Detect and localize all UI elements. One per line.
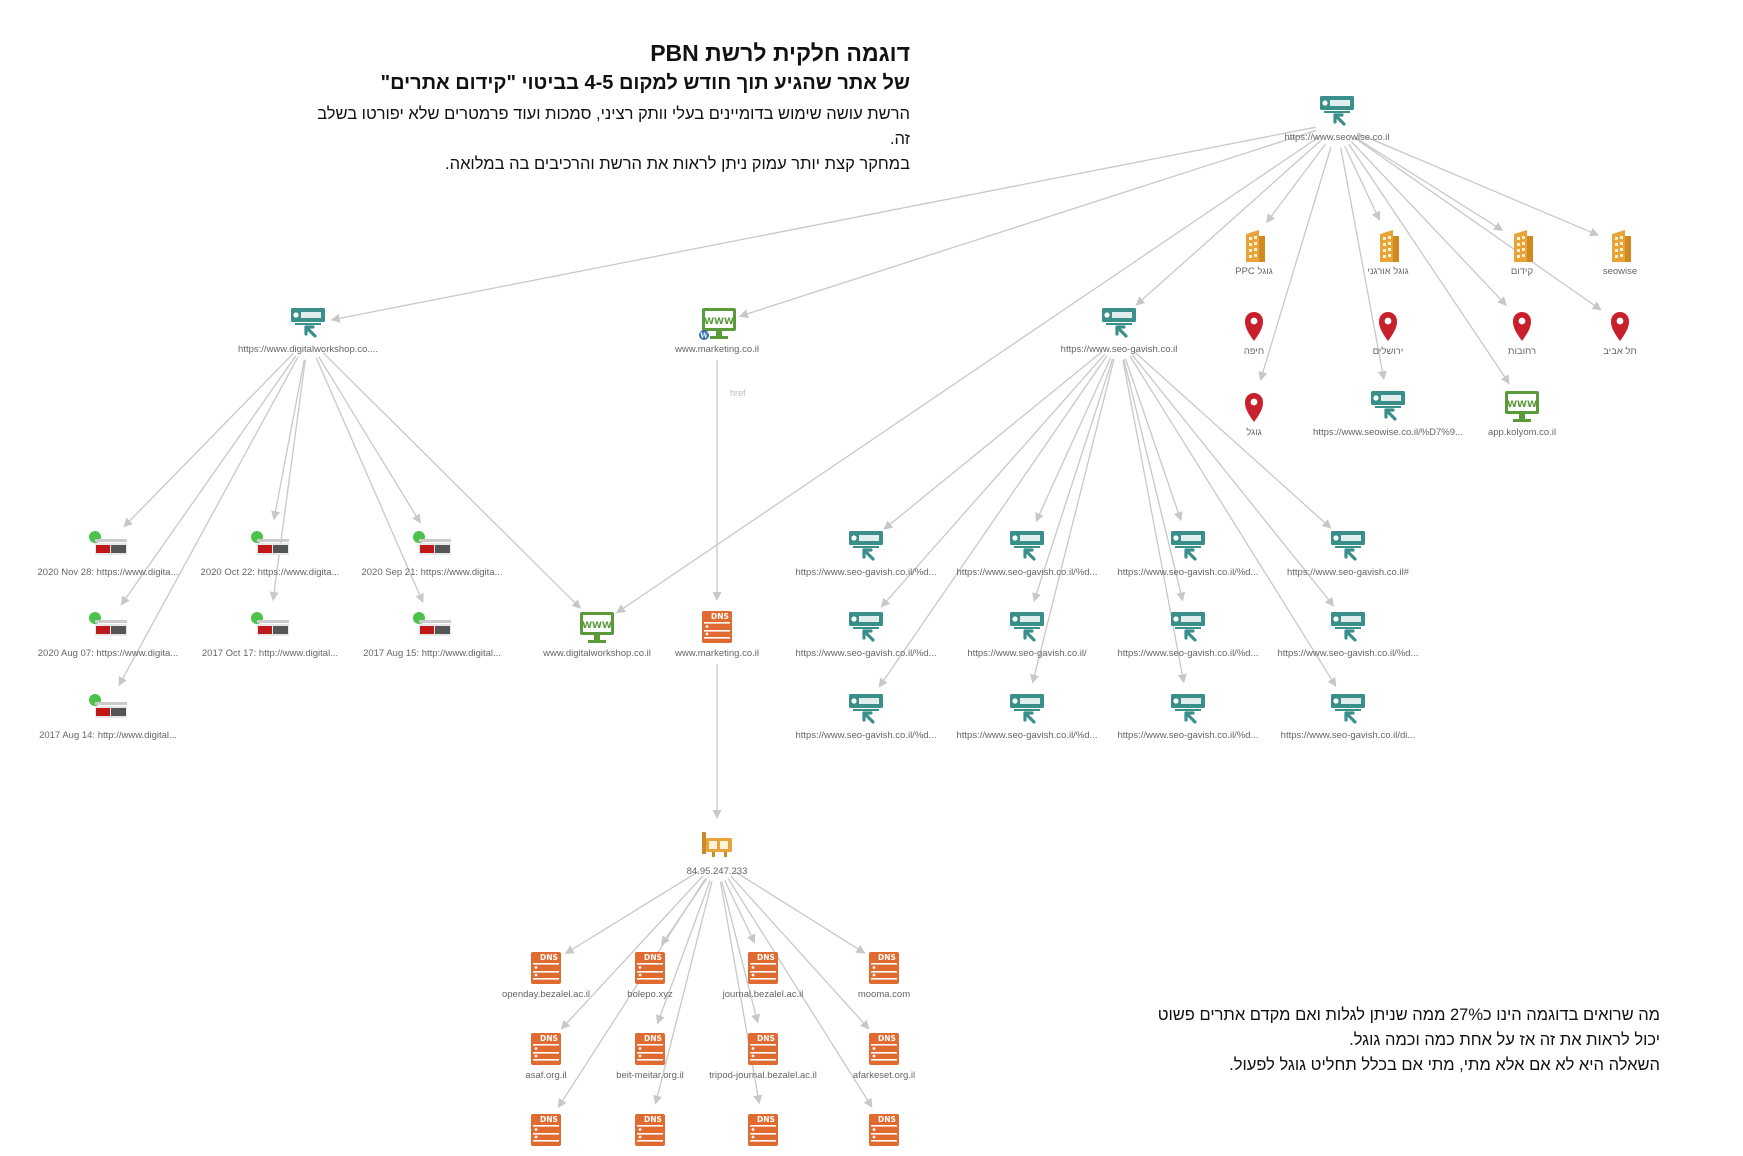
dns-icon — [865, 1113, 903, 1147]
https-icon — [1100, 306, 1138, 340]
https-icon — [847, 610, 885, 644]
svg-text:DNS: DNS — [878, 1034, 896, 1043]
pin-icon — [1503, 308, 1541, 342]
node-label: https://www.seo-gavish.co.il/%d... — [1117, 730, 1259, 741]
archive-icon — [89, 610, 127, 644]
diagram-subtitle: של אתר שהגיע תוך חודש למקום 4-5 בביטוי "קידום אתרים" — [380, 72, 910, 94]
node-label: תל אביב — [1603, 346, 1637, 357]
edge-seogavish-sg3 — [1126, 359, 1181, 521]
node-label: גוגל — [1246, 427, 1262, 438]
pin-icon — [1601, 308, 1639, 342]
dns-icon — [527, 1113, 565, 1147]
building-icon — [1601, 228, 1639, 262]
node-label: https://www.digitalworkshop.co.... — [238, 344, 378, 355]
svg-text:WWW: WWW — [1507, 400, 1537, 410]
edge-seowise-loc_telaviv — [1355, 138, 1601, 310]
node-label: https://www.seo-gavish.co.il/ — [967, 648, 1087, 659]
edge-seogavish-sg6 — [1034, 359, 1113, 601]
node-label: https://www.seo-gavish.co.il/%d... — [795, 648, 937, 659]
node-label: beit-meitar.org.il — [616, 1070, 684, 1081]
svg-text:DNS: DNS — [644, 1034, 662, 1043]
edge-seowise-org_seowise — [1357, 133, 1598, 235]
node-label: 2017 Aug 15: http://www.digital... — [363, 648, 501, 659]
archive-icon — [251, 529, 289, 563]
svg-text:W: W — [700, 331, 708, 340]
node-label: https://www.seo-gavish.co.il/di... — [1280, 730, 1416, 741]
building-icon — [1369, 228, 1407, 262]
node-label: mooma.com — [857, 989, 911, 1000]
node-label: גוגל PPC — [1235, 266, 1273, 277]
pin-icon — [1235, 389, 1273, 423]
edge-seogavish-sg12 — [1130, 356, 1336, 686]
archive-icon — [413, 529, 451, 563]
node-label: 2017 Aug 14: http://www.digital... — [39, 730, 177, 741]
node-label: 2020 Oct 22: https://www.digita... — [200, 567, 340, 578]
edge-seowise-org_kidum — [1355, 137, 1503, 230]
archive-icon — [89, 692, 127, 726]
archive-icon — [89, 529, 127, 563]
node-label: https://www.seowise.co.il — [1284, 132, 1390, 143]
svg-text:WWW: WWW — [704, 317, 734, 327]
node-label: 2020 Nov 28: https://www.digita... — [37, 567, 179, 578]
node-label: openday.bezalel.ac.il — [501, 989, 591, 1000]
svg-text:DNS: DNS — [757, 1115, 775, 1124]
svg-text:DNS: DNS — [757, 953, 775, 962]
https-icon — [1008, 529, 1046, 563]
dns-icon — [631, 1113, 669, 1147]
dns-icon — [698, 610, 736, 644]
dns-icon — [631, 951, 669, 985]
node-label: https://www.seo-gavish.co.il/%d... — [1277, 648, 1419, 659]
dns-icon — [527, 951, 565, 985]
node-label: seowise — [1602, 266, 1638, 277]
https-icon — [1318, 94, 1356, 128]
node-label: 2020 Aug 07: https://www.digita... — [37, 648, 179, 659]
svg-text:DNS: DNS — [878, 1115, 896, 1124]
https-icon — [1329, 610, 1367, 644]
https-icon — [289, 306, 327, 340]
archive-icon — [251, 610, 289, 644]
node-label: גוגל אורגני — [1367, 266, 1409, 277]
www-icon — [1503, 389, 1541, 423]
svg-text:WWW: WWW — [582, 621, 612, 631]
edge-seowise-digitalworkshop — [332, 127, 1316, 320]
node-label: 84.95.247.233 — [686, 866, 748, 877]
node-label: https://www.seo-gavish.co.il/%d... — [956, 730, 1098, 741]
svg-text:DNS: DNS — [644, 953, 662, 962]
node-label: app.kolyom.co.il — [1487, 427, 1557, 438]
intro-line-3: במחקר קצת יותר עמוק ניתן לראות את הרשת והרכיבים בה במלואה. — [445, 155, 910, 173]
svg-text:DNS: DNS — [540, 953, 558, 962]
dns-icon — [744, 1032, 782, 1066]
svg-text:DNS: DNS — [711, 612, 729, 621]
node-label: https://www.seo-gavish.co.il# — [1287, 567, 1409, 578]
pin-icon — [1369, 308, 1407, 342]
https-icon — [1169, 610, 1207, 644]
dns-icon — [744, 951, 782, 985]
https-icon — [1329, 692, 1367, 726]
node-label: https://www.seo-gavish.co.il/%d... — [1117, 567, 1259, 578]
node-label: רחובות — [1507, 346, 1537, 357]
node-label: https://www.seo-gavish.co.il/%d... — [956, 567, 1098, 578]
dns-icon — [631, 1032, 669, 1066]
edge-digitalworkshop-arch5 — [273, 360, 305, 600]
node-label: www.marketing.co.il — [675, 344, 759, 355]
node-label: קידום — [1510, 266, 1534, 277]
https-icon — [1329, 529, 1367, 563]
https-icon — [1169, 529, 1207, 563]
https-icon — [1008, 692, 1046, 726]
note-line-3: השאלה היא לא אם אלא מתי, מתי אם בכלל תחליט גוגל לפעול. — [1229, 1056, 1660, 1074]
edge-seogavish-sg7 — [1124, 359, 1183, 600]
building-icon — [1503, 228, 1541, 262]
node-label: asaf.org.il — [525, 1070, 567, 1081]
node-label: www.marketing.co.il — [675, 648, 759, 659]
node-label: https://www.seo-gavish.co.il/%d... — [795, 730, 937, 741]
dns-icon — [865, 1032, 903, 1066]
node-label: https://www.seo-gavish.co.il/%d... — [795, 567, 937, 578]
note-line-2: יכול לראות את זה אז על אחת כמה וכמה גוגל. — [1349, 1031, 1660, 1049]
node-label: https://www.seo-gavish.co.il — [1060, 344, 1178, 355]
edge-seowise-dw_www — [617, 137, 1319, 613]
node-label: https://www.seowise.co.il/%D7%9... — [1313, 427, 1463, 438]
dns-icon — [744, 1113, 782, 1147]
https-icon — [847, 529, 885, 563]
svg-text:DNS: DNS — [540, 1034, 558, 1043]
edge-ip-dns1 — [566, 871, 700, 953]
node-label: ירושלים — [1372, 346, 1404, 357]
edge-seogavish-sg2 — [1036, 358, 1110, 521]
node-label: www.digitalworkshop.co.il — [543, 648, 651, 659]
node-label: 2017 Oct 17: http://www.digital... — [201, 648, 339, 659]
node-label: 2020 Sep 21: https://www.digita... — [361, 567, 503, 578]
node-label: חיפה — [1243, 346, 1265, 357]
ip-icon — [698, 828, 736, 862]
edge-seogavish-sg4 — [1135, 352, 1331, 528]
node-label: https://www.seo-gavish.co.il/%d... — [1117, 648, 1259, 659]
node-label: bolepo.xyz — [627, 989, 673, 1000]
edge-digitalworkshop-arch6 — [316, 358, 423, 602]
https-icon — [847, 692, 885, 726]
https-icon — [1169, 692, 1207, 726]
pin-icon — [1235, 308, 1273, 342]
edge-digitalworkshop-arch2 — [274, 360, 304, 520]
svg-text:DNS: DNS — [757, 1034, 775, 1043]
node-label: tripod-journal.bezalel.ac.il — [709, 1070, 817, 1081]
note-line-1: מה שרואים בדוגמה הינו כ27% ממה שניתן לגלות ואם מקדם אתרים פשוט — [1157, 1006, 1660, 1024]
edge-seowise-loc_rehovot — [1351, 142, 1506, 306]
svg-text:DNS: DNS — [644, 1115, 662, 1124]
edge-label: href — [730, 388, 746, 398]
www-icon — [578, 610, 616, 644]
edge-seogavish-sg1 — [884, 351, 1103, 529]
dns-icon — [527, 1032, 565, 1066]
www_wp-icon — [698, 306, 736, 340]
dns-icon — [865, 951, 903, 985]
diagram-title: דוגמה חלקית לרשת PBN — [650, 40, 910, 66]
node-label: afarkeset.org.il — [852, 1070, 916, 1081]
archive-icon — [413, 610, 451, 644]
node-label: journal.bezalel.ac.il — [722, 989, 804, 1000]
building-icon — [1235, 228, 1273, 262]
edge-digitalworkshop-arch3 — [319, 357, 421, 523]
intro-line-1: הרשת עושה שימוש בדומיינים בעלי וותק רציני, סמכות ועוד פרמטרים שלא יפורטו בשלב — [317, 105, 910, 123]
edge-seowise-seogavish — [1136, 140, 1321, 305]
edge-seowise-org_ppc — [1267, 144, 1326, 222]
intro-line-2: זה. — [889, 130, 910, 148]
edge-digitalworkshop-arch1 — [124, 353, 293, 526]
svg-text:DNS: DNS — [540, 1115, 558, 1124]
https-icon — [1008, 610, 1046, 644]
svg-text:DNS: DNS — [878, 953, 896, 962]
https-icon — [1369, 389, 1407, 423]
